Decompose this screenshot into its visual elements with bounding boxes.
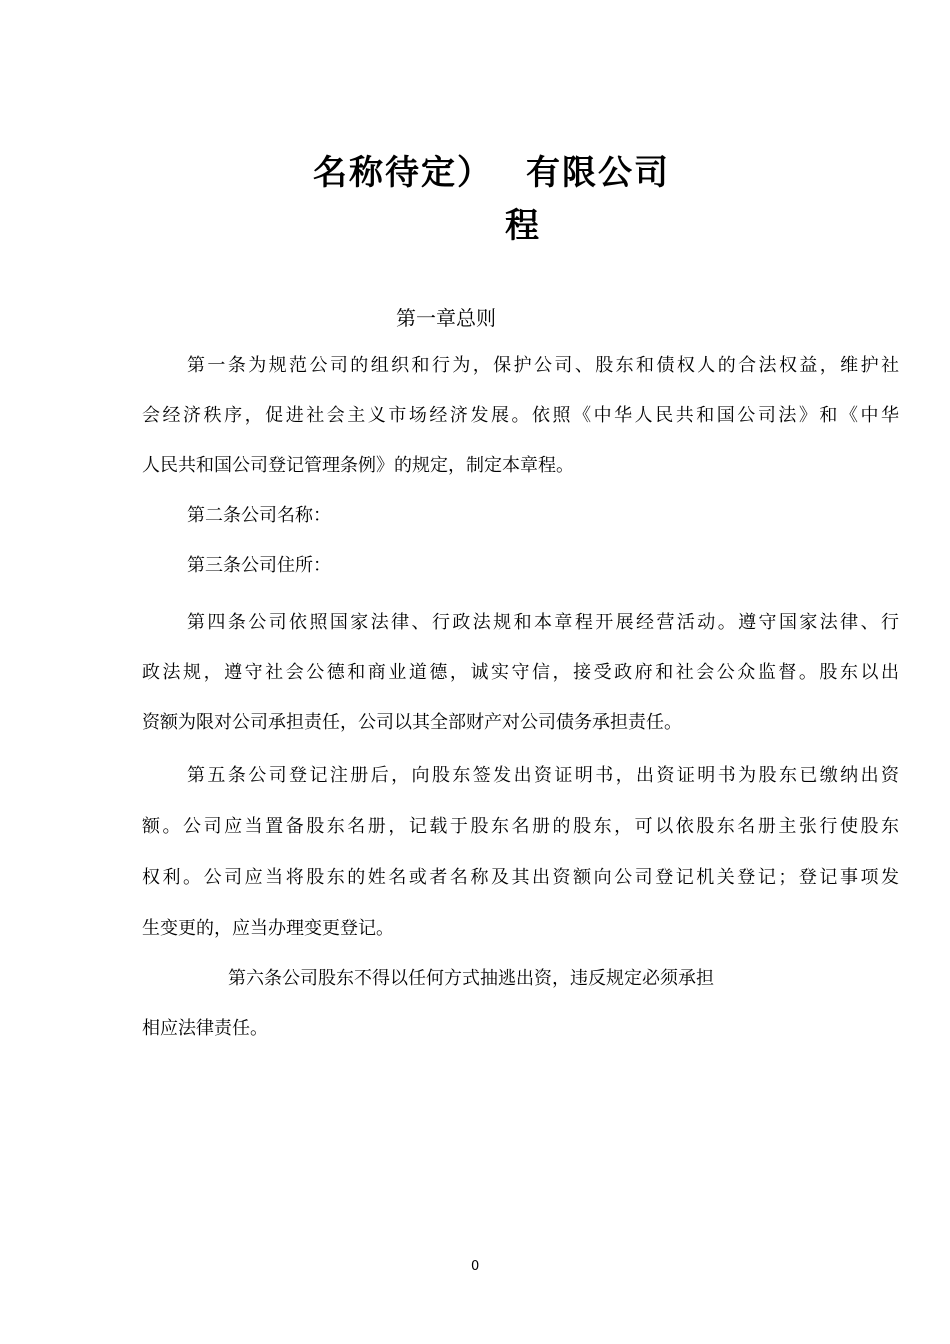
- article-5-line-3: 权利。公司应当将股东的姓名或者名称及其出资额向公司登记机关登记；登记事项发: [142, 867, 899, 888]
- article-4-line-3: 资额为限对公司承担责任，公司以其全部财产对公司债务承担责任。: [142, 712, 682, 733]
- article-5-line-4: 生变更的，应当办理变更登记。: [142, 918, 394, 939]
- article-4-line-2: 政法规，遵守社会公德和商业道德，诚实守信，接受政府和社会公众监督。股东以出: [142, 662, 899, 683]
- article-5-line-1: 第五条公司登记注册后，向股东签发出资证明书，出资证明书为股东已缴纳出资: [187, 765, 899, 786]
- page-number: 0: [471, 1259, 480, 1274]
- article-1-line-1: 第一条为规范公司的组织和行为，保护公司、股东和债权人的合法权益，维护社: [187, 355, 899, 376]
- article-5-line-2: 额。公司应当置备股东名册，记载于股东名册的股东，可以依股东名册主张行使股东: [142, 816, 899, 837]
- article-3: 第三条公司住所：: [187, 555, 331, 576]
- document-title-part-1: 名称待定）: [313, 153, 493, 193]
- article-6-line-2: 相应法律责任。: [142, 1018, 268, 1039]
- article-2: 第二条公司名称：: [187, 505, 331, 526]
- article-6-line-1: 第六条公司股东不得以任何方式抽逃出资，违反规定必须承担: [228, 968, 714, 989]
- article-4-line-1: 第四条公司依照国家法律、行政法规和本章程开展经营活动。遵守国家法律、行: [187, 612, 899, 633]
- article-1-line-2: 会经济秩序，促进社会主义市场经济发展。依照《中华人民共和国公司法》和《中华: [142, 405, 899, 426]
- article-1-line-3: 人民共和国公司登记管理条例》的规定，制定本章程。: [142, 455, 574, 476]
- document-title-part-3: 程: [505, 206, 541, 246]
- chapter-heading: 第一章总则: [396, 306, 496, 330]
- document-title-part-2: 有限公司: [526, 153, 670, 193]
